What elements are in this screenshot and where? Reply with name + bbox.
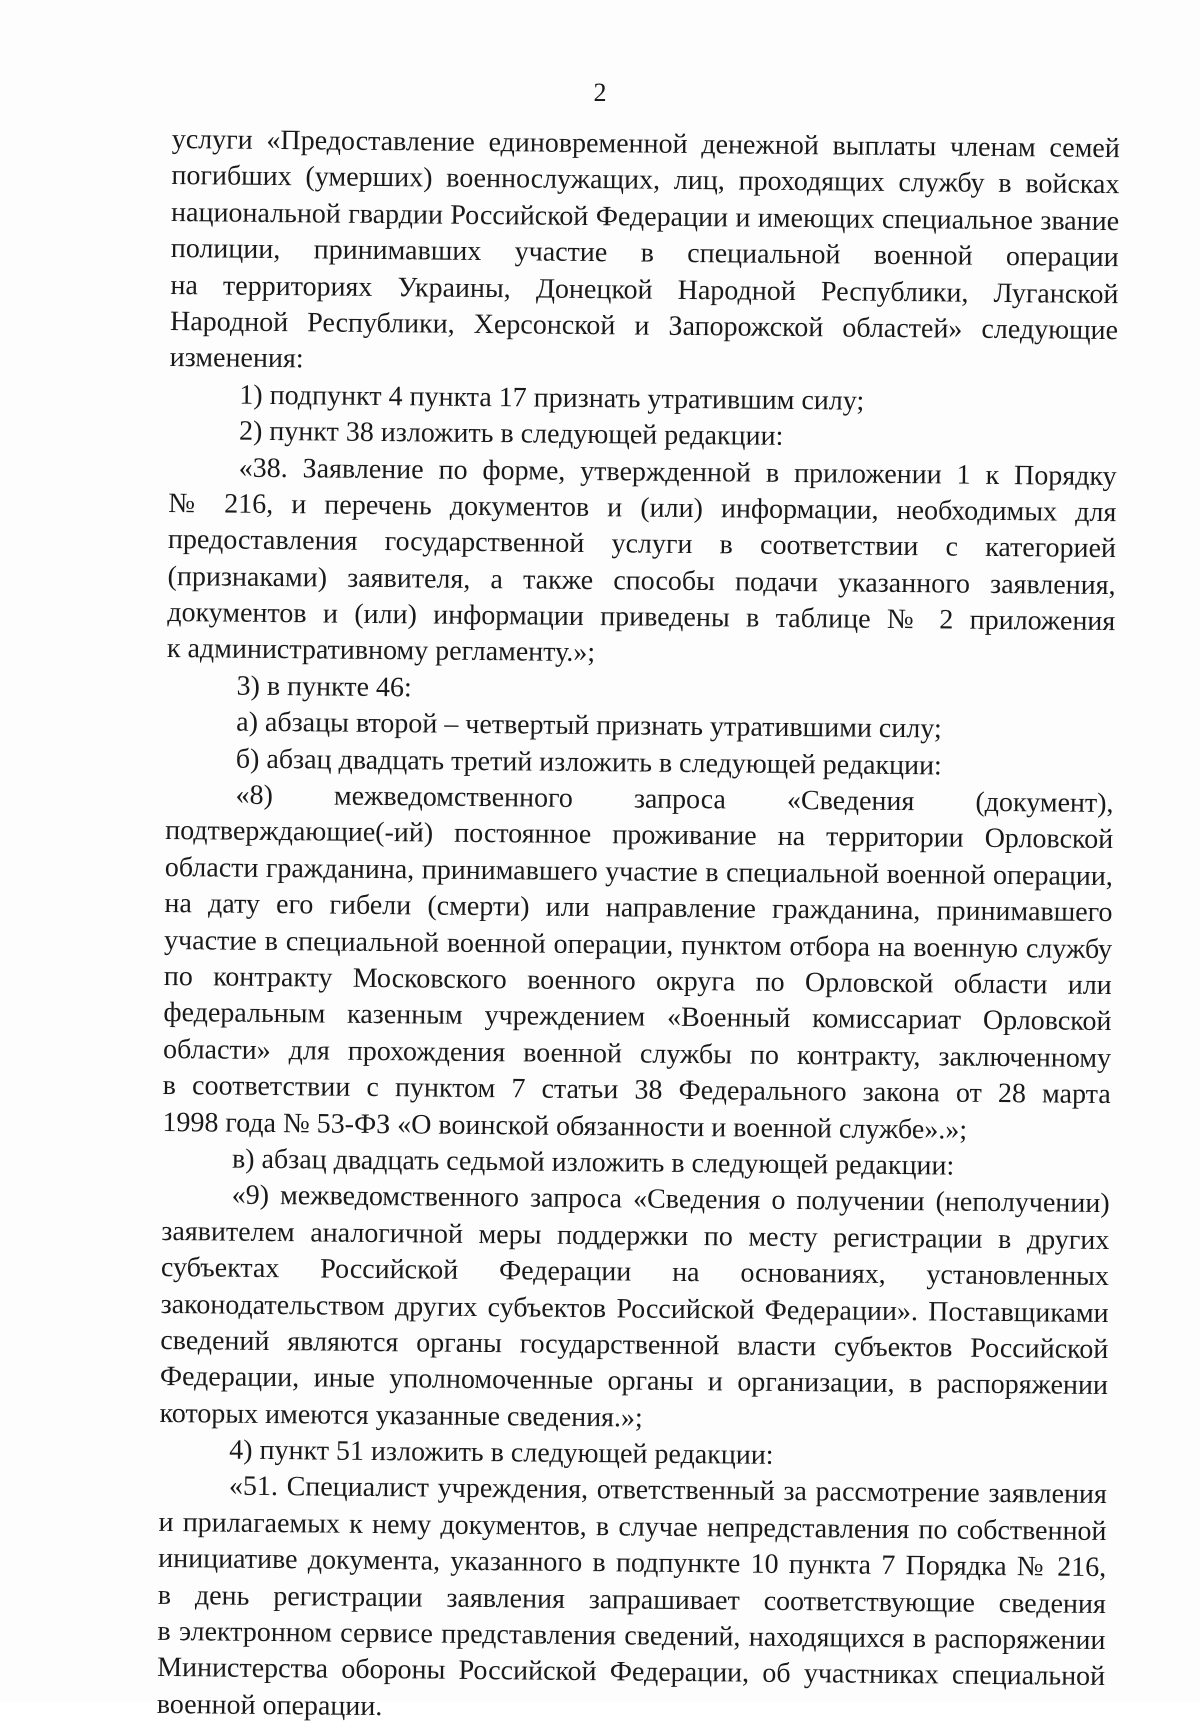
text-line: которых имеются указанные сведения.»; (159, 1397, 643, 1434)
text-line: в день регистрации заявления запрашивает соответствующие сведения (157, 1579, 1106, 1620)
text-line: услуги «Предоставление единовременной денежной выплаты членам семей (171, 123, 1120, 165)
text-line: изменения: (169, 342, 304, 375)
page-number: 2 (593, 78, 607, 107)
text-line: в электронном сервисе представления сведений, находящихся в распоряжении (157, 1615, 1106, 1657)
text-line: в) абзац двадцать седьмой изложить в следующей редакции: (231, 1143, 955, 1182)
text-line: субъектах Российской Федерации на основаниях, установленных (160, 1252, 1110, 1293)
text-line: к административному регламенту.»; (166, 633, 596, 669)
text-line: (признаками) заявителя, а также способы подачи указанного заявления, (167, 560, 1116, 601)
text-line: № 216, и перечень документов и (или) информации, необходимых для (168, 487, 1117, 528)
text-line: инициативе документа, указанного в подпункте 10 пункта 7 Порядка № 216, (158, 1543, 1107, 1584)
text-line: национальной гвардии Российской Федерации и имеющих специальное звание (170, 196, 1120, 237)
text-line: военной операции. (156, 1688, 383, 1722)
text-line: заявителем аналогичной меры поддержки по месту регистрации в других (161, 1215, 1110, 1256)
document-body (157, 122, 1120, 1732)
text-line: документов и (или) информации приведены в таблице № 2 приложения (167, 597, 1116, 638)
text-line: «38. Заявление по форме, утвержденной в приложении 1 к Порядку (238, 452, 1117, 492)
text-line: Федерации, иные уполномоченные органы и организации, в распоряжении (159, 1361, 1109, 1402)
text-line: «51. Специалист учреждения, ответственный за рассмотрение заявления (228, 1471, 1108, 1511)
text-line: федеральным казенным учреждением «Военный комиссариат Орловской (163, 997, 1112, 1038)
text-line: на дату его гибели (смерти) или направление гражданина, принимавшего (164, 888, 1113, 929)
text-line: предоставления государственной услуги в соответствии с категорией (167, 524, 1117, 565)
text-line: погибших (умерших) военнослужащих, лиц, проходящих службу в войсках (171, 160, 1120, 201)
text-line: в соответствии с пунктом 7 статьи 38 Федерального закона от 28 марта (162, 1070, 1111, 1111)
text-line: подтверждающие(-ий) постоянное проживание на территории Орловской (165, 815, 1114, 856)
text-line: 4) пункт 51 изложить в следующей редакции: (229, 1434, 774, 1471)
text-line: Министерства обороны Российской Федерации, об участниках специальной (157, 1652, 1106, 1693)
text-line: а) абзацы второй – четвертый признать утратившими силу; (236, 706, 942, 745)
text-line: по контракту Московского военного округа по Орловской области или (163, 960, 1112, 1002)
text-line: 1998 года № 53-ФЗ «О воинской обязанности и военной службе».»; (162, 1106, 968, 1146)
text-line: сведений являются органы государственной власти субъектов Российской (160, 1324, 1109, 1365)
text-line: области» для прохождения военной службы по контракту, заключенному (162, 1033, 1112, 1074)
text-line: «9) межведомственного запроса «Сведения о получении (неполучении) (231, 1179, 1110, 1220)
text-line: «8) межведомственного запроса «Сведения (документ), (235, 779, 1114, 820)
text-line: Народной Республики, Херсонской и Запорожской областей» следующие (169, 305, 1119, 347)
text-line: участие в специальной военной операции, пунктом отбора на военную службу (163, 924, 1113, 965)
text-line: б) абзац двадцать третий изложить в следующей редакции: (235, 743, 942, 782)
text-line: 2) пункт 38 изложить в следующей редакции: (238, 415, 784, 453)
text-line: и прилагаемых к нему документов, в случае непредставления по собственной (158, 1506, 1107, 1547)
text-line: 3) в пункте 46: (236, 670, 412, 704)
text-line: области гражданина, принимавшего участие в специальной военной операции, (164, 851, 1113, 892)
text-line: законодательством других субъектов Российской Федерации». Поставщиками (160, 1288, 1109, 1329)
text-line: полиции, принимавших участие в специальной военной операции (170, 233, 1119, 274)
text-line: 1) подпункт 4 пункта 17 признать утратившим силу; (239, 379, 865, 417)
text-line: на территориях Украины, Донецкой Народной Республики, Луганской (170, 269, 1119, 310)
